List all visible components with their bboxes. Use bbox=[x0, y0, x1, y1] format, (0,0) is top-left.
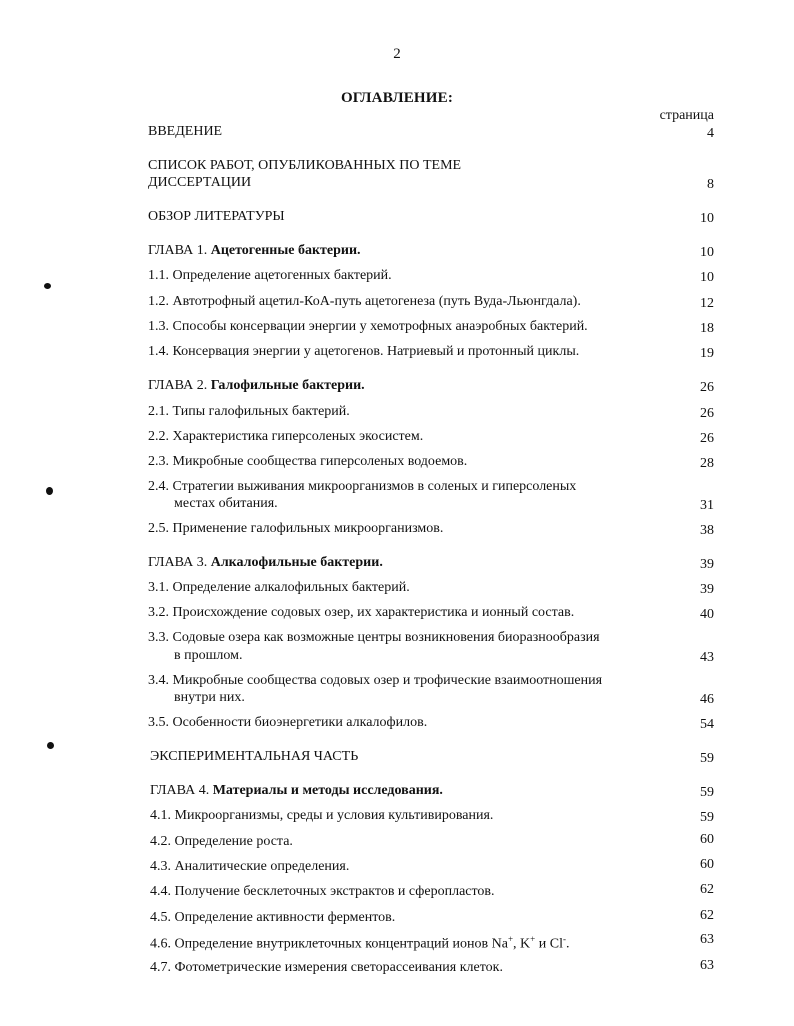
superscript: + bbox=[507, 934, 514, 944]
toc-entry-title: 4.7. Фотометрические измерения светорассеивания клеток. bbox=[150, 960, 503, 975]
toc-entry-page: 28 bbox=[700, 456, 714, 471]
toc-entry-title-line2: местах обитания. bbox=[174, 496, 278, 511]
toc-entry-title-line1: 3.4. Микробные сообщества содовых озер и трофические взаимоотношения bbox=[148, 673, 603, 688]
toc-entry-title-line2: ДИССЕРТАЦИИ bbox=[148, 175, 252, 190]
toc-entry-title: ОБЗОР ЛИТЕРАТУРЫ bbox=[148, 209, 285, 224]
toc-entry-page: 8 bbox=[707, 177, 714, 192]
toc-entry-title: 3.2. Происхождение содовых озер, их характеристика и ионный состав. bbox=[148, 605, 575, 620]
toc-entry-page: 31 bbox=[700, 498, 714, 513]
toc-entry-page: 62 bbox=[700, 908, 714, 923]
toc-entry-title-line1: 3.3. Содовые озера как возможные центры возникновения биоразнообразия bbox=[148, 630, 600, 645]
toc-entry-page: 26 bbox=[700, 380, 714, 395]
toc-entry-page: 62 bbox=[700, 882, 714, 897]
toc-entry-title-line1: СПИСОК РАБОТ, ОПУБЛИКОВАННЫХ ПО ТЕМЕ bbox=[148, 158, 462, 173]
toc-entry-page: 63 bbox=[700, 958, 714, 973]
toc-entry-page: 63 bbox=[700, 932, 714, 947]
toc-entry-page: 59 bbox=[700, 785, 714, 800]
chapter-name: Ацетогенные бактерии. bbox=[210, 243, 361, 258]
title-text: и Cl bbox=[535, 936, 563, 952]
page-number: 2 bbox=[393, 46, 401, 62]
toc-entry-page: 10 bbox=[700, 270, 714, 285]
toc-chapter-title bbox=[148, 378, 365, 394]
chapter-prefix: ГЛАВА 1. bbox=[148, 243, 211, 258]
chapter-prefix: ГЛАВА 4. bbox=[150, 783, 213, 798]
page-column-header: страница bbox=[659, 108, 714, 123]
toc-entry-page: 43 bbox=[700, 650, 714, 665]
chapter-name: Материалы и методы исследования. bbox=[212, 783, 443, 798]
toc-entry-title-line2: в прошлом. bbox=[174, 648, 243, 663]
toc-entry-page: 40 bbox=[700, 607, 714, 622]
toc-entry-page: 4 bbox=[707, 126, 714, 141]
toc-entry-title: 4.5. Определение активности ферментов. bbox=[150, 910, 396, 925]
toc-entry-title: 3.1. Определение алкалофильных бактерий. bbox=[148, 580, 410, 595]
toc-chapter-title bbox=[148, 555, 383, 571]
toc-entry-page: 60 bbox=[700, 832, 714, 847]
toc-chapter-title bbox=[148, 243, 361, 259]
toc-entry-title bbox=[150, 934, 569, 953]
toc-entry-title: 1.2. Автотрофный ацетил-КоА-путь ацетогенеза (путь Вуда-Льюнгдала). bbox=[148, 294, 581, 309]
toc-entry-title: 1.3. Способы консервации энергии у хемотрофных анаэробных бактерий. bbox=[148, 319, 588, 334]
toc-entry-page: 26 bbox=[700, 406, 714, 421]
toc-entry-title: 4.1. Микроорганизмы, среды и условия культивирования. bbox=[150, 808, 494, 823]
toc-section-title: ЭКСПЕРИМЕНТАЛЬНАЯ ЧАСТЬ bbox=[150, 749, 359, 764]
toc-entry-page: 10 bbox=[700, 211, 714, 226]
toc-entry-title: 1.1. Определение ацетогенных бактерий. bbox=[148, 268, 392, 283]
scan-speck bbox=[46, 487, 53, 495]
toc-entry-page: 60 bbox=[700, 857, 714, 872]
scan-speck bbox=[47, 742, 54, 749]
toc-entry-page: 46 bbox=[700, 692, 714, 707]
toc-entry-page: 10 bbox=[700, 245, 714, 260]
toc-entry-page: 19 bbox=[700, 346, 714, 361]
toc-entry-title: 4.2. Определение роста. bbox=[150, 834, 293, 849]
toc-heading: ОГЛАВЛЕНИЕ: bbox=[340, 90, 454, 106]
toc-entry-page: 59 bbox=[700, 810, 714, 825]
toc-entry-page: 26 bbox=[700, 431, 714, 446]
title-text: 4.6. Определение внутриклеточных концентраций ионов Na bbox=[150, 936, 508, 952]
title-text: . bbox=[565, 936, 570, 952]
toc-entry-page: 18 bbox=[700, 321, 714, 336]
toc-chapter-title bbox=[150, 783, 443, 799]
toc-entry-title: 4.3. Аналитические определения. bbox=[150, 859, 350, 874]
toc-entry-page: 59 bbox=[700, 751, 714, 766]
toc-entry-title-line1: 2.4. Стратегии выживания микроорганизмов в соленых и гиперсоленых bbox=[148, 479, 577, 494]
toc-entry-title: 4.4. Получение бесклеточных экстрактов и сферопластов. bbox=[150, 884, 495, 899]
toc-entry-title-line2: внутри них. bbox=[174, 690, 245, 705]
toc-entry-title: 2.5. Применение галофильных микроорганизмов. bbox=[148, 521, 444, 536]
toc-entry-title: ВВЕДЕНИЕ bbox=[148, 124, 223, 139]
toc-entry-page: 39 bbox=[700, 557, 714, 572]
toc-entry-page: 54 bbox=[700, 717, 714, 732]
scan-speck bbox=[44, 283, 51, 289]
superscript: - bbox=[562, 934, 566, 944]
toc-entry-title: 1.4. Консервация энергии у ацетогенов. Натриевый и протонный циклы. bbox=[148, 344, 580, 359]
title-text: , K bbox=[513, 936, 531, 952]
toc-entry-page: 38 bbox=[700, 523, 714, 538]
toc-entry-page: 39 bbox=[700, 582, 714, 597]
chapter-prefix: ГЛАВА 2. bbox=[148, 378, 211, 393]
toc-entry-title: 3.5. Особенности биоэнергетики алкалофилов. bbox=[148, 715, 428, 730]
toc-entry-page: 12 bbox=[700, 296, 714, 311]
superscript: + bbox=[530, 934, 536, 944]
toc-entry-title: 2.3. Микробные сообщества гиперсоленых водоемов. bbox=[148, 454, 468, 469]
toc-entry-title: 2.2. Характеристика гиперсоленых экосистем. bbox=[148, 429, 424, 444]
toc-entry-title: 2.1. Типы галофильных бактерий. bbox=[148, 404, 350, 419]
chapter-prefix: ГЛАВА 3. bbox=[148, 555, 211, 570]
chapter-name: Алкалофильные бактерии. bbox=[210, 555, 383, 570]
chapter-name: Галофильные бактерии. bbox=[210, 378, 365, 393]
